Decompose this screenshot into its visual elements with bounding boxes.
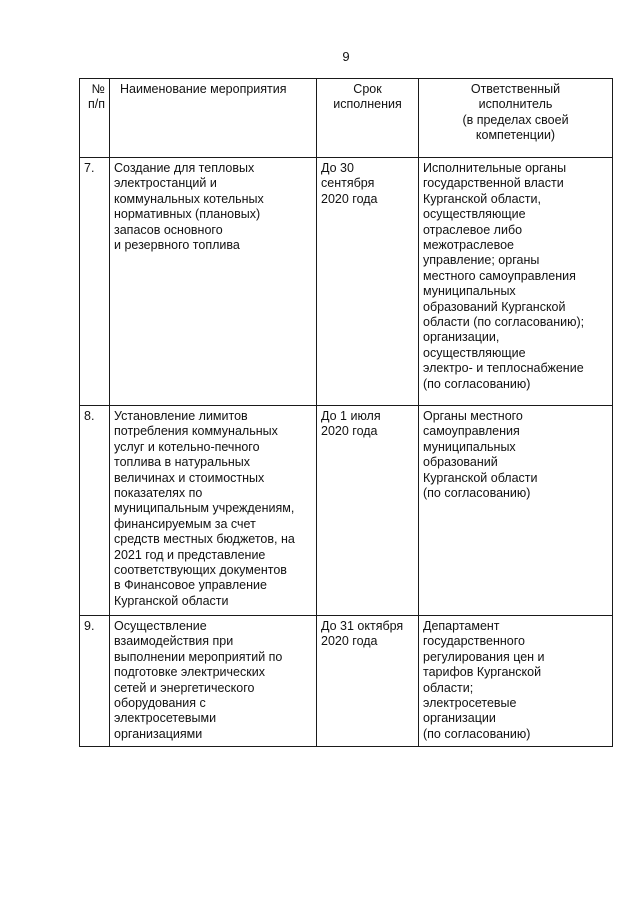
- row-number: 7.: [80, 158, 110, 406]
- row-term: До 1 июля 2020 года: [317, 406, 419, 616]
- row-number: 9.: [80, 616, 110, 747]
- header-responsible: Ответственный исполнитель (в пределах своей компетенции): [419, 79, 613, 158]
- row-number: 8.: [80, 406, 110, 616]
- header-number: № п/п: [80, 79, 110, 158]
- header-term: Срок исполнения: [317, 79, 419, 158]
- table-row: [80, 406, 613, 616]
- row-name: Создание для тепловых электростанций и коммунальных котельных нормативных (плановых) запасов основного и резервного топлива: [110, 158, 317, 406]
- row-term: До 30 сентября 2020 года: [317, 158, 419, 406]
- row-name: Осуществление взаимодействия при выполнении мероприятий по подготовке электрических сетей и энергетического оборудования с электросетевыми организациями: [110, 616, 317, 747]
- row-name: Установление лимитов потребления коммунальных услуг и котельно-печного топлива в натуральных величинах и стоимостных показателях по муниципальным учреждениям, финансируемым за счет средств местных бюджетов, на 2021 год и представление соответствующих документов в Финансовое управление Курганской области: [110, 406, 317, 616]
- row-responsible: Исполнительные органы государственной власти Курганской области, осуществляющие отраслевое либо межотраслевое управление; органы местного самоуправления муниципальных образований Курганской области (по согласованию); организации, осуществляющие электро- и теплоснабжение (по согласованию): [419, 158, 613, 406]
- header-name: Наименование мероприятия: [110, 79, 317, 158]
- measures-table: [79, 78, 613, 747]
- row-responsible: Департамент государственного регулирования цен и тарифов Курганской области; электросетевые организации (по согласованию): [419, 616, 613, 747]
- row-responsible: Органы местного самоуправления муниципальных образований Курганской области (по согласованию): [419, 406, 613, 616]
- table-row: [80, 158, 613, 406]
- row-term: До 31 октября 2020 года: [317, 616, 419, 747]
- page-number: 9: [342, 49, 350, 64]
- table-header-row: [80, 79, 613, 158]
- table-row: [80, 616, 613, 747]
